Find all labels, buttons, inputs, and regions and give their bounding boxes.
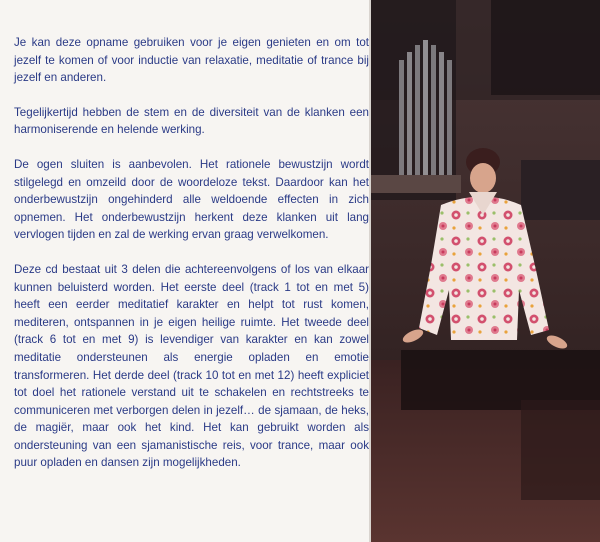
performer-photo xyxy=(371,0,600,542)
paragraph-3: De ogen sluiten is aanbevolen. Het rationele bewustzijn wordt stilgelegd en omzeild door de woordeloze tekst. Daardoor kan het onderbewustzijn ongehinderd alle weldoende effecten in zich opnemen. Het onderbewustzijn herkent deze klanken uit lang vervlogen tijden en zal de werking ervan graag verwelkomen. xyxy=(14,157,369,242)
paragraph-1: Je kan deze opname gebruiken voor je eigen genieten en om tot jezelf te komen of voor inductie van relaxatie, meditatie of trance bij jezelf en anderen. xyxy=(14,36,369,85)
paragraph-4: Deze cd bestaat uit 3 delen die achtereenvolgens of los van elkaar kunnen beluisterd worden. Het eerste deel (track 1 tot en met 5) heeft een eerder meditatief karakter en helpt tot rust komen, mediteren, ontspannen in je eigen heilige ruimte. Het tweede deel (track 6 tot en met 9) is levendiger van karakter en kan zowel meditatie ondersteunen als energie opladen en emotie transformeren. Het derde deel (track 10 tot en met 12) heeft expliciet tot doel het rationele verstand uit te schakelen en rechtstreeks te communiceren met verborgen delen in jezelf… de sjamaan, de heks, de magiër, maar ook het kind. Het kan gebruikt worden als ondersteuning van een sjamanistische reis, voor trance, maar ook puur opladen en dansen zijn mogelijkheden. xyxy=(14,262,369,470)
text-column xyxy=(14,34,369,489)
photo-illustration xyxy=(371,0,600,542)
paragraph-2: Tegelijkertijd hebben de stem en de diversiteit van de klanken een harmoniserende en helende werking. xyxy=(14,105,369,137)
